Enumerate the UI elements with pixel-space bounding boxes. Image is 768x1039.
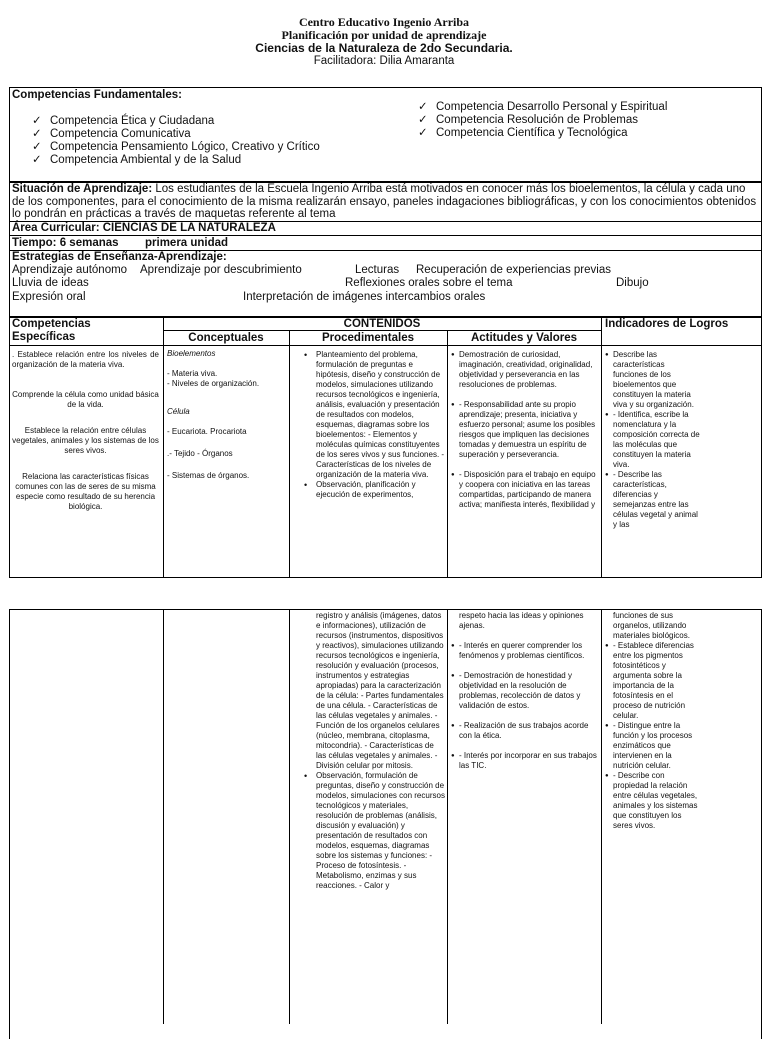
- concept-item: - Sistemas de órganos.: [167, 471, 250, 480]
- situacion-label: Situación de Aprendizaje:: [12, 183, 153, 195]
- competencia-item: ✓ Competencia Resolución de Problemas: [418, 114, 667, 127]
- subject-title: Ciencias de la Naturaleza de 2do Secundaria.: [255, 41, 513, 55]
- estrategia: Aprendizaje autónomo: [12, 264, 128, 276]
- competencia-especifica: . Establece relación entre los niveles de organización de la materia viva.: [12, 350, 159, 369]
- divider: [9, 235, 762, 236]
- header-competencias: Competencias Específicas: [12, 318, 91, 343]
- actitud-item: ● - Realización de sus trabajos acorde con la ética.: [451, 721, 599, 741]
- actitud-item: ● - Responsabilidad ante su propio aprendizaje; presenta, iniciativa y esfuerzo personal; asume los posibles riesgos que impliquen las decisiones tomadas y demuestra un espíritu de superación y perseverancia.: [451, 400, 599, 460]
- competencia-item: ✓ Competencia Ambiental y de la Salud: [32, 154, 320, 167]
- actitudes-list: [451, 350, 599, 510]
- actitud-continuation: respeto hacia las ideas y opiniones ajenas.: [459, 611, 584, 630]
- header-contenidos: CONTENIDOS: [343, 318, 421, 330]
- indicador-item: ● - Describe con propiedad la relación entre células vegetales, animales y los sistemas que constituyen los seres vivos.: [605, 771, 700, 831]
- facilitator: Facilitadora: Dilia Amaranta: [313, 55, 455, 67]
- indicadores-cell-continued: [605, 611, 700, 1024]
- celula-title: Célula: [167, 407, 190, 416]
- plan-title: Planificación por unidad de aprendizaje: [281, 28, 487, 42]
- header-indicadores: Indicadores de Logros: [605, 318, 729, 330]
- col-divider: [289, 609, 290, 1024]
- estrategia: Lecturas: [355, 264, 400, 276]
- area-curricular: Área Curricular: CIENCIAS DE LA NATURALEZA: [12, 222, 276, 234]
- col-divider: [601, 317, 602, 578]
- concept-item: - Niveles de organización.: [167, 379, 260, 388]
- indicador-item: ● - Describe las características, diferencias y semejanzas entre las células vegetal y animal y las: [605, 470, 700, 530]
- bioelementos-title: Bioelementos: [167, 349, 216, 358]
- actitudes-list-continued: [451, 641, 599, 771]
- header-procedimentales: Procedimentales: [321, 332, 415, 344]
- procedimentales-list-continued: [302, 771, 445, 891]
- estrategia: Recuperación de experiencias previas: [416, 264, 611, 276]
- indicadores-list-continued: [605, 641, 700, 831]
- indicador-item: ● - Identifica, escribe la nomenclatura y la composición correcta de las moléculas que constituyen la materia viva.: [605, 410, 700, 470]
- col-divider: [447, 330, 448, 578]
- indicador-item: ● - Distingue entre la función y los procesos enzimáticos que intervienen en la nutrición celular.: [605, 721, 700, 771]
- document-header: [0, 16, 768, 68]
- competencias-left-list: [32, 115, 320, 167]
- concept-item: - Eucariota. Procariota: [167, 427, 247, 436]
- competencias-especificas-cell: [12, 350, 159, 576]
- estrategias-title: Estrategias de Enseñanza-Aprendizaje:: [12, 251, 227, 263]
- indicador-item: ● Describe las características funciones de los bioelementos que constituyen la materia viva y su organización.: [605, 350, 700, 410]
- actitudes-cell: [451, 350, 599, 576]
- situacion-paragraph: [12, 183, 758, 221]
- procedimental-item: • Observación, planificación y ejecución de experimentos,: [302, 480, 445, 500]
- actitud-item: ● - Interés por incorporar en sus trabajos las TIC.: [451, 751, 599, 771]
- competencia-item: ✓ Competencia Científica y Tecnológica: [418, 127, 667, 140]
- estrategia: Dibujo: [616, 277, 649, 289]
- procedimentales-list: [302, 350, 445, 500]
- indicador-item: ● - Establece diferencias entre los pigmentos fotosintéticos y argumenta sobre la importancia de la fotosíntesis en el proceso de nutrición celular.: [605, 641, 700, 721]
- competencia-item: ✓ Competencia Comunicativa: [32, 128, 320, 141]
- concept-item: - Materia viva.: [167, 369, 218, 378]
- conceptuales-cell: [167, 349, 287, 575]
- actitud-item: ● - Disposición para el trabajo en equipo y coopera con iniciativa en las tareas compartidas, participando de manera activa; manifiesta interés, flexibilidad y: [451, 470, 599, 510]
- indicadores-cell: [605, 350, 700, 576]
- procedimental-item: • Planteamiento del problema, formulación de preguntas e hipótesis, diseño y construcción de modelos, simulaciones utilizando recursos tecnológicos e ingeniería, análisis, evaluación y presentación de resultados con modelos, esquemas, diagramas sobre los bioelementos: - Elementos y moléculas químicas constituyentes de los seres vivos y sus funciones. - Características de los niveles de organización de la materia viva.: [302, 350, 445, 480]
- competencia-especifica: Establece la relación entre células vegetales, animales y los sistemas de los seres vivos.: [12, 426, 159, 455]
- estrategia: Aprendizaje por descubrimiento: [140, 264, 302, 276]
- estrategia: Expresión oral: [12, 291, 86, 303]
- divider: [9, 345, 762, 346]
- actitud-item: ● Demostración de curiosidad, imaginación, creatividad, originalidad, objetividad y perseverancia en las resoluciones de problemas.: [451, 350, 599, 390]
- actitud-item: ● - Demostración de honestidad y objetividad en la resolución de problemas, recolección de datos y validación de estos.: [451, 671, 599, 711]
- competencia-item: ✓ Competencia Pensamiento Lógico, Creativo y Crítico: [32, 141, 320, 154]
- indicador-continuation: funciones de sus organelos, utilizando materiales biológicos.: [613, 611, 690, 640]
- procedimental-continuation: registro y análisis (imágenes, datos e informaciones), utilización de recursos (instrumentos, dispositivos y reactivos), simulaciones utilizando recursos tecnológicos e ingeniería, resolución y evaluación (procesos, instrumentos y estrategias apropiadas) para la caracterización de la célula: - Partes fundamentales de una célula. - Características de las células vegetales y animales. - Función de los organelos celulares (núcleo, membrana, citoplasma, mitocondria). - Características de las células vegetales y animales. - División celular por mitosis.: [316, 611, 444, 770]
- school-name: Centro Educativo Ingenio Arriba: [298, 15, 470, 29]
- col-divider: [447, 609, 448, 1024]
- competencia-item: ✓ Competencia Ética y Ciudadana: [32, 115, 320, 128]
- competencias-title: Competencias Fundamentales:: [12, 89, 182, 101]
- competencia-especifica: Relaciona las características físicas comunes con las de seres de su misma especie como resultado de su herencia biológica.: [15, 472, 156, 511]
- col-divider: [163, 317, 164, 578]
- actitud-item: ● - Interés en querer comprender los fenómenos y problemas científicos.: [451, 641, 599, 661]
- tiempo-label: Tiempo: 6 semanas: [12, 237, 119, 249]
- header-conceptuales: Conceptuales: [188, 332, 264, 344]
- competencia-item: ✓ Competencia Desarrollo Personal y Espiritual: [418, 101, 667, 114]
- tiempo-unidad: primera unidad: [145, 237, 229, 249]
- col-divider: [163, 609, 164, 1024]
- situacion-text: Los estudiantes de la Escuela Ingenio Arriba está motivados en conocer más los bioelementos, la célula y cada uno de los componentes, para el conocimiento de la misma realizarán ensayo, paneles indagaciones bibliográficas, y con los conocimientos obtenidos lo pondrán en prácticas a través de maquetas referente al tema: [12, 183, 757, 220]
- procedimentales-cell: [302, 350, 445, 576]
- col-divider: [289, 330, 290, 578]
- header-actitudes: Actitudes y Valores: [470, 332, 578, 344]
- concept-item: .- Tejido - Órganos: [167, 449, 233, 458]
- actitudes-cell-continued: [451, 611, 599, 1024]
- procedimental-item: • Observación, formulación de preguntas, diseño y construcción de modelos, simulaciones con recursos tecnológicos y materiales, resolución de problemas (análisis, discusión y evaluación) y presentación de resultados con modelos, esquemas, diagramas sobre los sistemas y funciones: - Proceso de fotosíntesis. - Metabolismo, enzimas y sus reacciones. - Calor y: [302, 771, 445, 891]
- competencia-especifica: Comprende la célula como unidad básica de la vida.: [12, 390, 159, 409]
- competencias-right-list: [418, 101, 667, 140]
- estrategia: Reflexiones orales sobre el tema: [345, 277, 513, 289]
- indicadores-list: [605, 350, 700, 530]
- estrategia: Lluvia de ideas: [12, 277, 89, 289]
- col-divider: [601, 609, 602, 1024]
- procedimentales-cell-continued: [302, 611, 445, 1024]
- estrategia: Interpretación de imágenes intercambios orales: [243, 291, 486, 303]
